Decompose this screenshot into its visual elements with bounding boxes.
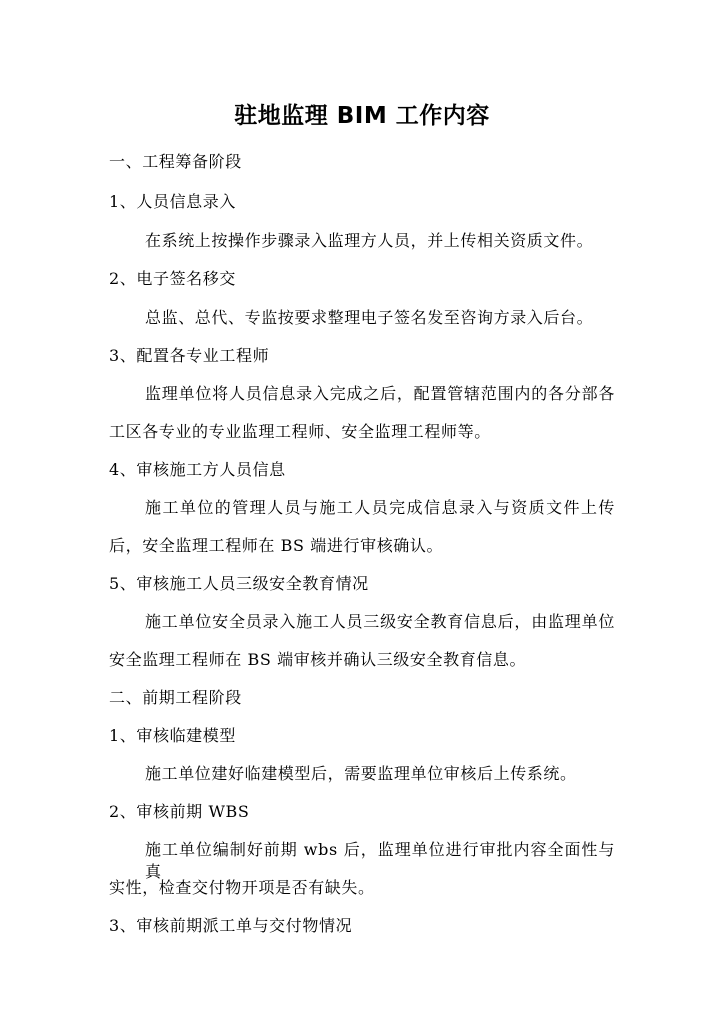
paragraph-line: 工区各专业的专业监理工程师、安全监理工程师等。 [109,422,491,441]
item-heading-configure-engineers: 3、配置各专业工程师 [109,346,270,365]
item-heading-e-signature: 2、电子签名移交 [109,269,236,288]
item-heading-safety-education: 5、审核施工人员三级安全教育情况 [109,574,369,593]
paragraph-line: 实性，检查交付物开项是否有缺失。 [109,878,375,897]
paragraph-line: 安全监理工程师在 BS 端审核并确认三级安全教育信息。 [109,650,527,669]
page-title: 驻地监理 BIM 工作内容 [234,103,490,129]
paragraph-line: 在系统上按操作步骤录入监理方人员，并上传相关资质文件。 [145,231,594,250]
paragraph-line: 施工单位建好临建模型后，需要监理单位审核后上传系统。 [145,764,577,783]
section-heading-early-stage: 二、前期工程阶段 [109,688,242,707]
paragraph-line: 施工单位安全员录入施工人员三级安全教育信息后，由监理单位 [145,612,615,631]
item-heading-dispatch-deliverables: 3、审核前期派工单与交付物情况 [109,916,353,935]
item-heading-review-contractor-info: 4、审核施工方人员信息 [109,460,286,479]
paragraph-line: 总监、总代、专监按要求整理电子签名发至咨询方录入后台。 [145,308,594,327]
paragraph-line: 施工单位编制好前期 wbs 后，监理单位进行审批内容全面性与真 [145,840,615,881]
paragraph-line: 后，安全监理工程师在 BS 端进行审核确认。 [109,536,444,555]
item-heading-temporary-model: 1、审核临建模型 [109,726,236,745]
item-heading-early-wbs: 2、审核前期 WBS [109,802,250,821]
paragraph-line: 监理单位将人员信息录入完成之后，配置管辖范围内的各分部各 [145,384,615,403]
paragraph-line: 施工单位的管理人员与施工人员完成信息录入与资质文件上传 [145,498,615,517]
item-heading-personnel-entry: 1、人员信息录入 [109,192,236,211]
section-heading-preparation: 一、工程筹备阶段 [109,152,242,171]
